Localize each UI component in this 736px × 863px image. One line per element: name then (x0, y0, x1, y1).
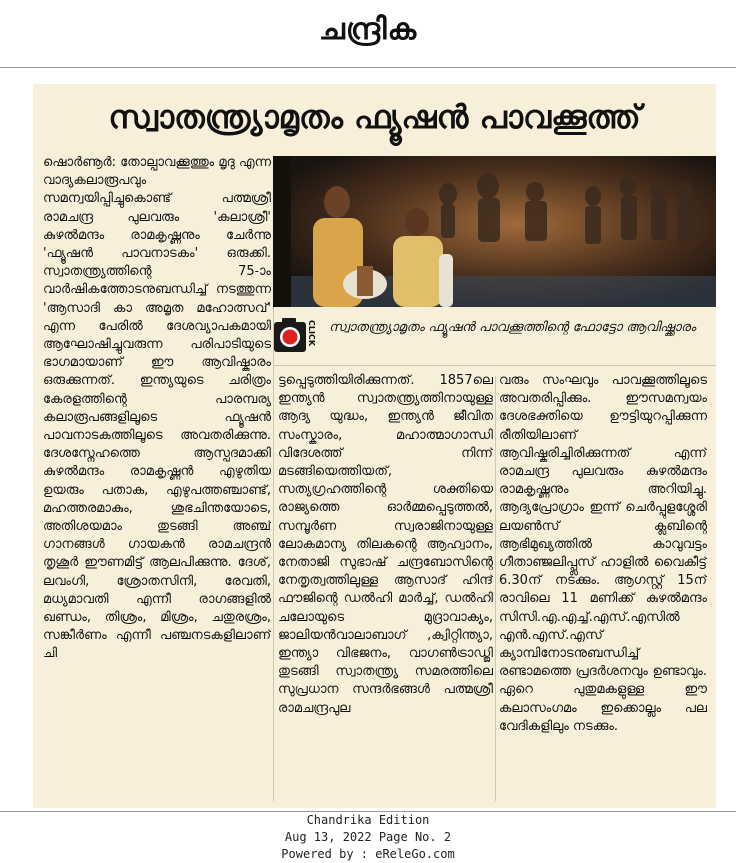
page-footer (0, 812, 736, 863)
photo-caption-area (273, 312, 716, 360)
column-divider (495, 376, 496, 801)
article-photo (273, 156, 716, 307)
date-and-page: Aug 13, 2022 Page No. 2 (284, 830, 452, 844)
camera-icon (273, 316, 317, 356)
article-column-3: വരും സംഘവും പാവക്കൂത്തിലൂടെ അവതരിപ്പിക്കും. ഈസമന്വയം ദേശഭക്തിയെ ഊട്ടിയുറപ്പിക്കുന്ന രീതിയിലാണ് ആവിഷ്കരിച്ചിരിക്കുന്നത് എന്ന് രാമചന്ദ്ര പുലവരും കുഴൽമന്ദം രാമകൃഷ്ണനും അറിയിച്ചു. ആദ്യപ്രോഗ്രാം ഇന്ന് ചെർപ്പുളശ്ശേരി ലയൺസ് ക്ലബിന്റെ ആഭിമുഖ്യത്തിൽ കാവുവട്ടം ഗീതാഞ്ജലിപ്പ്ലസ് ഹാളിൽ വൈകീട്ട് 6.30ന് നടക്കും. ആഗസ്റ്റ് 15ന് രാവിലെ 11 മണിക്ക് കുഴൽമന്ദം സിസി.എ.എച്ച്.എസ്.എസിൽ എൻ.എസ്.എസ് ക്യാമ്പിനോടനുബന്ധിച്ച് രണ്ടാമത്തെ പ്രദർശനവും ഉണ്ടാവും. ഏറെ പുതുമകളുള്ള ഈ കലാസംഗമം ഇക്കൊല്ലം പല വേദികളിലും നടക്കും. (499, 373, 707, 734)
masthead (0, 0, 736, 68)
camera-click-label: CLICK (307, 320, 316, 347)
article-headline: സ്വാതന്ത്ര്യാമൃതം ഫ്യൂഷൻ പാവക്കൂത്ത് (108, 98, 641, 136)
caption-divider (273, 365, 716, 366)
article-column-2: ട്ടപ്പെടുത്തിയിരിക്കുന്നത്. 1857ലെ ഇന്ത്യൻ സ്വാതന്ത്ര്യത്തിനായുള്ള ആദ്യ യുദ്ധം, ഇന്ത്യൻ ജീവിത സംസ്കാരം, മഹാത്മാഗാന്ധി വിദേശത്ത് നിന്ന് മടങ്ങിയെത്തിയത്, സത്യഗ്രഹത്തിന്റെ ശക്തിയെ രാജ്യത്തെ ഓർമ്മപ്പെടുത്തൽ, സമ്പൂർണ സ്വരാജിനായുള്ള ലോകമാന്യ തിലകന്റെ ആഹ്വാനം, നേതാജി സുഭാഷ് ചന്ദ്രബോസിന്റെ നേതൃത്വത്തിലുള്ള ആസാദ് ഹിന്ദ് ഫൗജിന്റെ ഡൽഹി മാർച്ച്, ഡൽഹി ചലോയുടെ മുദ്രാവാക്യം, ജാലിയൻവാലാബാഗ് ,ക്വിറ്റിന്ത്യാ, ഇന്ത്യാ വിഭജനം, വാഗൺട്രാഡ്ജി തുടങ്ങി സ്വാതന്ത്ര്യ സമരത്തിലെ സുപ്രധാന സന്ദർഭങ്ങൾ പത്മശ്രീ രാമചന്ദ്രപുല (278, 373, 493, 716)
powered-by: Powered by : eReleGo.com (281, 847, 455, 861)
newspaper-logo: ചന്ദ്രിക (318, 12, 418, 47)
article-column-1: ഷൊർണൂർ: തോല്പാവക്കൂത്തും മൃദു എന്ന വാദ്യകലാരൂപവും സമന്വയിപ്പിച്ചുകൊണ്ട് പത്മശ്രീ രാമചന്ദ്ര പുലവരും 'കലാശ്രീ' കുഴൽമന്ദം രാമകൃഷ്ണനും ചേർന്നു 'ഫ്യൂഷൻ പാവനാടകം' ഒരുക്കി. സ്വാതന്ത്ര്യത്തിന്റെ 75-ാം വാർഷികത്തോടനുബന്ധിച്ച് നടത്തുന്ന 'ആസാദി കാ അമൃത മഹോത്സവ്' എന്ന പേരിൽ ദേശവ്യാപകമായി ആഘോഷിച്ചുവരുന്ന പരിപാടിയുടെ ഭാഗമായാണ് ഈ ആവിഷ്കാരം ഒരുക്കുന്നത്. ഇന്ത്യയുടെ ചരിത്രം കേരളത്തിന്റെ പാരമ്പര്യ കലാരൂപങ്ങളിലൂടെ ഫ്യൂഷൻ പാവനാടകത്തിലൂടെ അവതരിക്കുന്നു. ദേശസ്നേഹത്തെ ആസ്പദമാക്കി കുഴൽമന്ദം രാമകൃഷ്ണൻ എഴുതിയ ഉയരും പതാക, എഴുപത്തഞ്ചാണ്ട്, മഹത്തരമാകും, ശുഭചിന്തയോടെ, അതിശയമാം തുടങ്ങി അഞ്ച് ഗാനങ്ങൾ ഗായകൻ രാമചന്ദ്രൻ തൃശൂർ ഈണമിട്ട് ആലപിക്കുന്നു. ദേശ്, ലവംഗി, ശ്രോതസിനി, രേവതി, മധ്യമാവതി എന്നീ രാഗങ്ങളിൽ ഖണ്ഡം, തിശ്രം, മിശ്രം, ചതുരശ്രം, സങ്കീർണം എന്നീ പഞ്ചനടകളിലാണ് ചി (43, 155, 271, 662)
photo-caption: സ്വാതന്ത്ര്യാമൃതം ഫ്യൂഷൻ പാവക്കൂത്തിന്റെ ഫോട്ടോ ആവിഷ്ക്കാരം (329, 320, 696, 335)
article-clipping (33, 84, 716, 808)
puppet-performance-photo (273, 156, 716, 307)
masthead-divider (0, 67, 736, 68)
edition-name: Chandrika Edition (306, 813, 430, 827)
